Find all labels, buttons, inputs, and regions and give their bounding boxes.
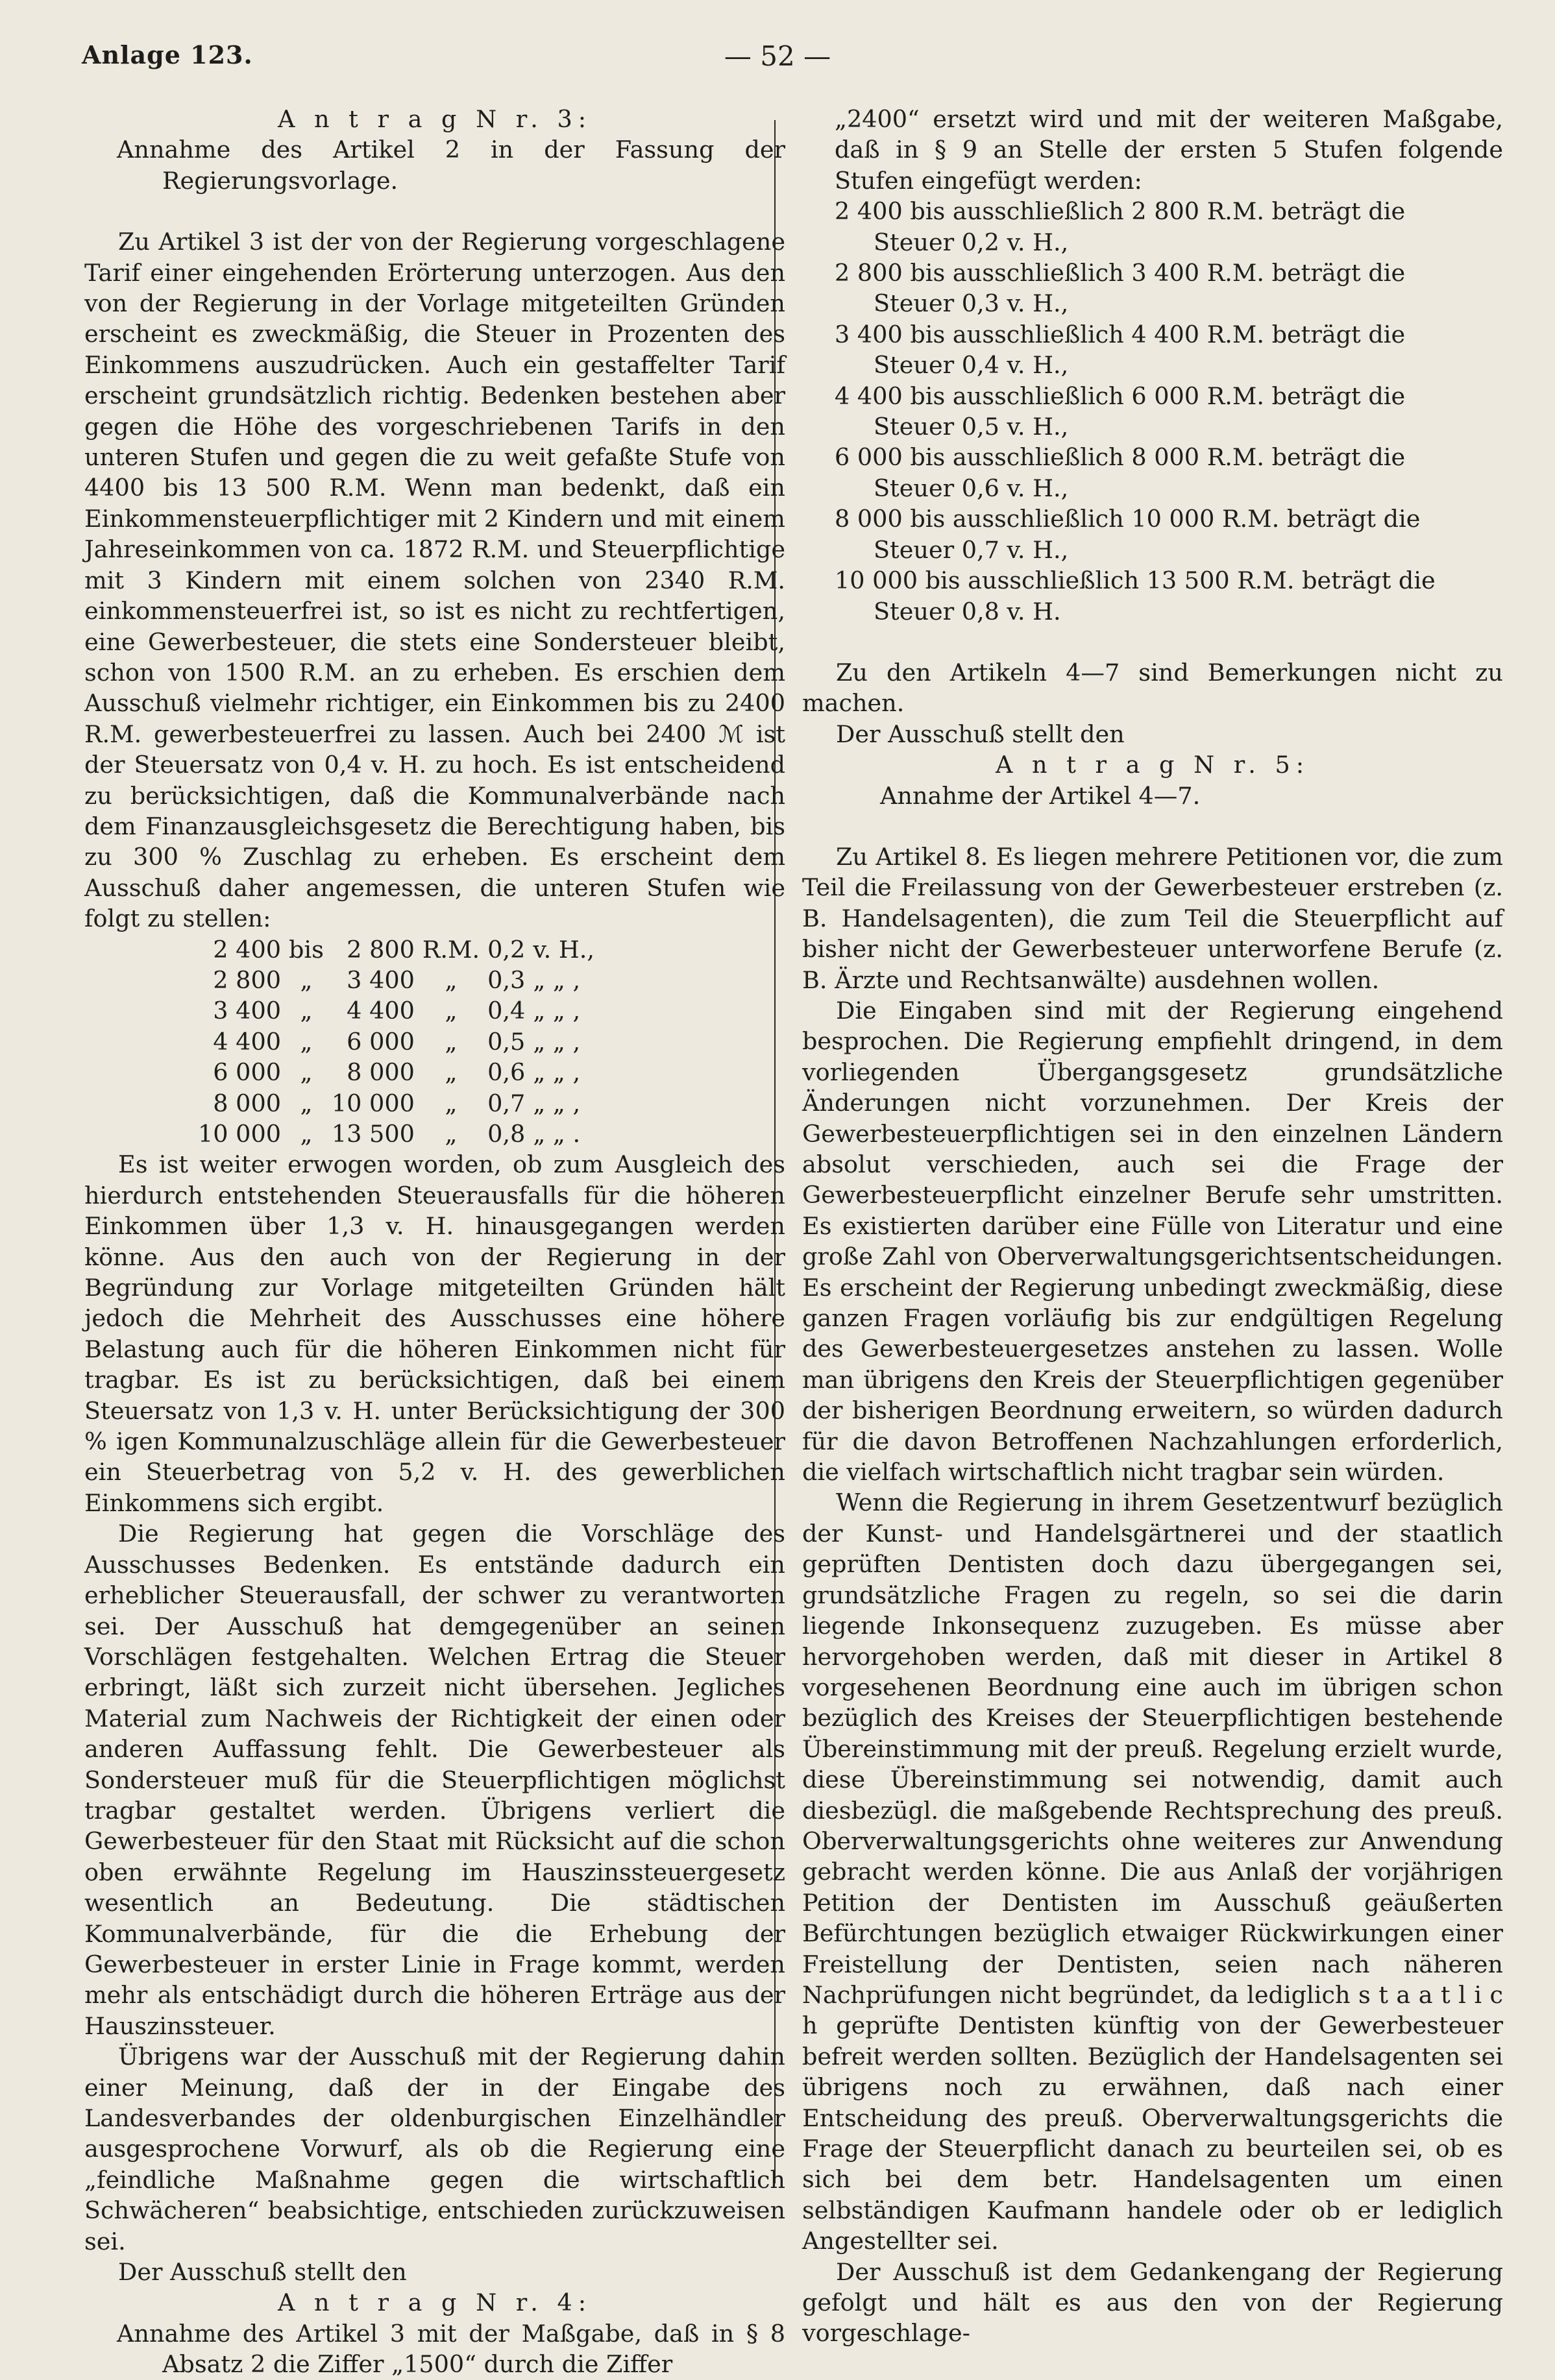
- tariff-table: [198, 934, 602, 1150]
- tariff-row: 4 400 „ 6 000 „ 0,5 „ „ ,: [213, 1027, 581, 1056]
- antrag-5-text: Annahme der Artikel 4—7.: [880, 781, 1201, 810]
- step-item: 10 000 bis ausschließlich 13 500 R.M. beträgt die Steuer 0,8 v. H.: [835, 566, 1436, 625]
- paragraph-gedankengang: Der Ausschuß ist dem Gedankengang der Regierung gefolgt und hält es aus den von der Regierung vorgeschlage-: [802, 2257, 1503, 2348]
- paragraph-erwogen: Es ist weiter erwogen worden, ob zum Ausgleich des hierdurch entstehenden Steuerausfalls für die höheren Einkommen über 1,3 v. H. hinausgegangen werden könne. Aus den auch von der Regierung in der Begründung zur Vorlage mitgeteilten Gründen hält jedoch die Mehrheit des Ausschusses eine höhere Belastung auch für die höheren Einkommen nicht für tragbar. Es ist zu berücksichtigen, daß bei einem Steuersatz von 1,3 v. H. unter Berücksichtigung der 300 % igen Kommunalzuschläge allein für die Gewerbesteuer ein Steuerbetrag von 5,2 v. H. des gewerblichen Einkommens sich ergibt.: [84, 1150, 785, 1517]
- tariff-row: 2 800 „ 3 400 „ 0,3 „ „ ,: [213, 965, 581, 994]
- article-8-paragraph: Zu Artikel 8. Es liegen mehrere Petitionen vor, die zum Teil die Freilassung von der Gewerbesteuer erstreben (z. B. Handelsagenten), die zum Teil die Steuerpflicht auf bisher nicht der Gewerbesteuer unterworfene Berufe (z. B. Ärzte und Rechtsanwälte) ausdehnen wollen.: [802, 842, 1503, 994]
- paragraph-uebrigens: Übrigens war der Ausschuß mit der Regierung dahin einer Meinung, daß der in der Eingabe des Landesverbandes der oldenburgischen Einzelhändler ausgesprochene Vorwurf, als ob die Regierung eine „feindliche Maßnahme gegen die wirtschaftlich Schwächeren“ beabsichtige, entschieden zurückzuweisen sei.: [84, 2043, 785, 2255]
- tariff-row: 8 000 „ 10 000 „ 0,7 „ „ ,: [213, 1089, 581, 1117]
- step-item: 6 000 bis ausschließlich 8 000 R.M. beträgt die Steuer 0,6 v. H.,: [835, 443, 1406, 502]
- tariff-row: 3 400 „ 4 400 „ 0,4 „ „ ,: [213, 997, 581, 1025]
- annex-label: Anlage 123.: [82, 40, 253, 69]
- articles-4-7-note: Zu den Artikeln 4—7 sind Bemerkungen nicht zu machen.: [802, 658, 1503, 718]
- step-item: 3 400 bis ausschließlich 4 400 R.M. beträgt die Steuer 0,4 v. H.,: [835, 320, 1406, 380]
- step-list: [835, 196, 1503, 627]
- step-item: 2 800 bis ausschließlich 3 400 R.M. beträgt die Steuer 0,3 v. H.,: [835, 259, 1406, 318]
- antrag-3-title: A n t r a g N r. 3:: [277, 105, 593, 133]
- page-number: — 52 —: [724, 40, 831, 72]
- step-item: 2 400 bis ausschließlich 2 800 R.M. beträgt die Steuer 0,2 v. H.,: [835, 197, 1406, 256]
- tariff-row: 10 000 „ 13 500 „ 0,8 „ „ .: [198, 1120, 581, 1148]
- paragraph-eingaben: Die Eingaben sind mit der Regierung eingehend besprochen. Die Regierung empfiehlt dringend, in dem vorliegenden Übergangsgesetz grundsätzliche Änderungen nicht vorzunehmen. Der Kreis der Gewerbesteuerpflichtigen sei in den einzelnen Ländern absolut verschieden, auch sei die Frage der Gewerbesteuerpflicht einzelner Berufe sehr umstritten. Es existierten darüber eine Fülle von Literatur und eine große Zahl von Oberverwaltungsgerichtsentscheidungen. Es erscheint der Regierung unbedingt zweckmäßig, diese ganzen Fragen vorläufig bis zur endgültigen Regelung des Gewerbesteuergesetzes anstehen zu lassen. Wolle man übrigens den Kreis der Steuerpflichtigen gegenüber der bisherigen Beordnung erweitern, so würden dadurch für die davon Betroffenen Nachzahlungen erforderlich, die vielfach wirtschaftlich nicht tragbar sein würden.: [802, 996, 1503, 1487]
- antrag-5-title: A n t r a g N r. 5:: [995, 751, 1310, 779]
- tariff-row: 2 400 bis 2 800 R.M. 0,2 v. H.,: [213, 935, 595, 964]
- step-item: 8 000 bis ausschließlich 10 000 R.M. beträgt die Steuer 0,7 v. H.,: [835, 505, 1421, 564]
- paragraph-regierung-bedenken: Die Regierung hat gegen die Vorschläge des Ausschusses Bedenken. Es entstände dadurch ein erheblicher Steuerausfall, der schwer zu verantworten sei. Der Ausschuß hat demgegenüber an seinen Vorschlägen festgehalten. Welchen Ertrag die Steuer erbringt, läßt sich zurzeit nicht übersehen. Jegliches Material zum Nachweis der Richtigkeit der einen oder anderen Auffassung fehlt. Die Gewerbesteuer als Sondersteuer muß für die Steuerpflichtigen möglichst tragbar gestaltet werden. Übrigens verliert die Gewerbesteuer für den Staat mit Rücksicht auf die schon oben erwähnte Regelung im Hauszinssteuergesetz wesentlich an Bedeutung. Die städtischen Kommunalverbände, für die die Erhebung der Gewerbesteuer in erster Linie in Frage kommt, werden mehr als entschädigt durch die höheren Erträge aus der Hauszinssteuer.: [84, 1520, 785, 2040]
- step-item: 4 400 bis ausschließlich 6 000 R.M. beträgt die Steuer 0,5 v. H.,: [835, 382, 1406, 441]
- article-3-paragraph: Zu Artikel 3 ist der von der Regierung vorgeschlagene Tarif einer eingehenden Erörterung unterzogen. Aus den von der Regierung in der Vorlage mitgeteilten Gründen erscheint es zweckmäßig, die Steuer in Prozenten des Einkommens auszudrücken. Auch ein gestaffelter Tarif erscheint grundsätzlich richtig. Bedenken bestehen aber gegen die Höhe des vorgeschriebenen Tarifs in den unteren Stufen und gegen die zu weit gefaßte Stufe von 4400 bis 13 500 R.M. Wenn man bedenkt, daß ein Einkommensteuerpflichtiger mit 2 Kindern und mit einem Jahreseinkommen von ca. 1872 R.M. und Steuerpflichtige mit 3 Kindern mit einem solchen von 2340 R.M. einkommensteuerfrei ist, so ist es nicht zu rechtfertigen, eine Gewerbesteuer, die stets eine Sondersteuer bleibt, schon von 1500 R.M. an zu erheben. Es erschien dem Ausschuß vielmehr richtiger, ein Einkommen bis zu 2400 R.M. gewerbesteuerfrei zu lassen. Auch bei 2400 ℳ ist der Steuersatz von 0,4 v. H. zu hoch. Es ist entscheidend zu berücksichtigen, daß die Kommunalverbände nach dem Finanzausgleichsgesetz die Berechtigung haben, bis zu 300 % Zuschlag zu erheben. Es erscheint dem Ausschuß daher angemessen, die unteren Stufen wie folgt zu stellen:: [84, 228, 785, 933]
- ausschuss-stellt-4: Der Ausschuß stellt den: [118, 2258, 407, 2287]
- antrag-4-title: A n t r a g N r. 4:: [277, 2289, 593, 2317]
- ausschuss-stellt-5: Der Ausschuß stellt den: [836, 720, 1125, 748]
- left-column: [84, 104, 785, 2380]
- antrag-3-text: Annahme des Artikel 2 in der Fassung der Regierungsvorlage.: [117, 136, 785, 195]
- paragraph-wenn: Wenn die Regierung in ihrem Gesetzentwurf bezüglich der Kunst- und Handelsgärtnerei und der staatlich geprüften Dentisten doch dazu übergegangen sei, grundsätzliche Fragen zu regeln, so sei die darin liegende Inkonsequenz zuzugeben. Es müsse aber hervorgehoben werden, daß mit dieser in Artikel 8 vorgesehenen Beordnung eine auch im übrigen schon bezüglich des Kreises der Steuerpflichtigen bestehende Übereinstimmung mit der preuß. Regelung erzielt wurde, diese Übereinstimmung sei notwendig, damit auch diesbezügl. die maßgebende Rechtsprechung des preuß. Oberverwaltungsgerichts ohne weiteres zur Anwendung gebracht werden könne. Die aus Anlaß der vorjährigen Petition der Dentisten im Ausschuß geäußerten Befürchtungen bezüglich etwaiger Rückwirkungen einer Freistellung der Dentisten, seien nach näheren Nachprüfungen nicht begründet, da lediglich s t a a t l i c h geprüfte Dentisten künftig von der Gewerbesteuer befreit werden sollten. Bezüglich der Handelsagenten sei übrigens noch zu erwähnen, daß nach einer Entscheidung des preuß. Oberverwaltungsgerichts die Frage der Steuerpflicht danach zu beurteilen sei, ob es sich bei dem betr. Handelsagenten um einen selbständigen Kaufmann handele oder ob er lediglich Angestellter sei.: [802, 1488, 1503, 2255]
- antrag-4-continuation: „2400“ ersetzt wird und mit der weiteren Maßgabe, daß in § 9 an Stelle der ersten 5 Stufen folgende Stufen eingefügt werden:: [835, 105, 1503, 195]
- right-column: [802, 104, 1503, 2349]
- tariff-row: 6 000 „ 8 000 „ 0,6 „ „ ,: [213, 1058, 581, 1087]
- antrag-4-text: Annahme des Artikel 3 mit der Maßgabe, daß in § 8 Absatz 2 die Ziffer „1500“ durch die Ziffer: [117, 2319, 785, 2379]
